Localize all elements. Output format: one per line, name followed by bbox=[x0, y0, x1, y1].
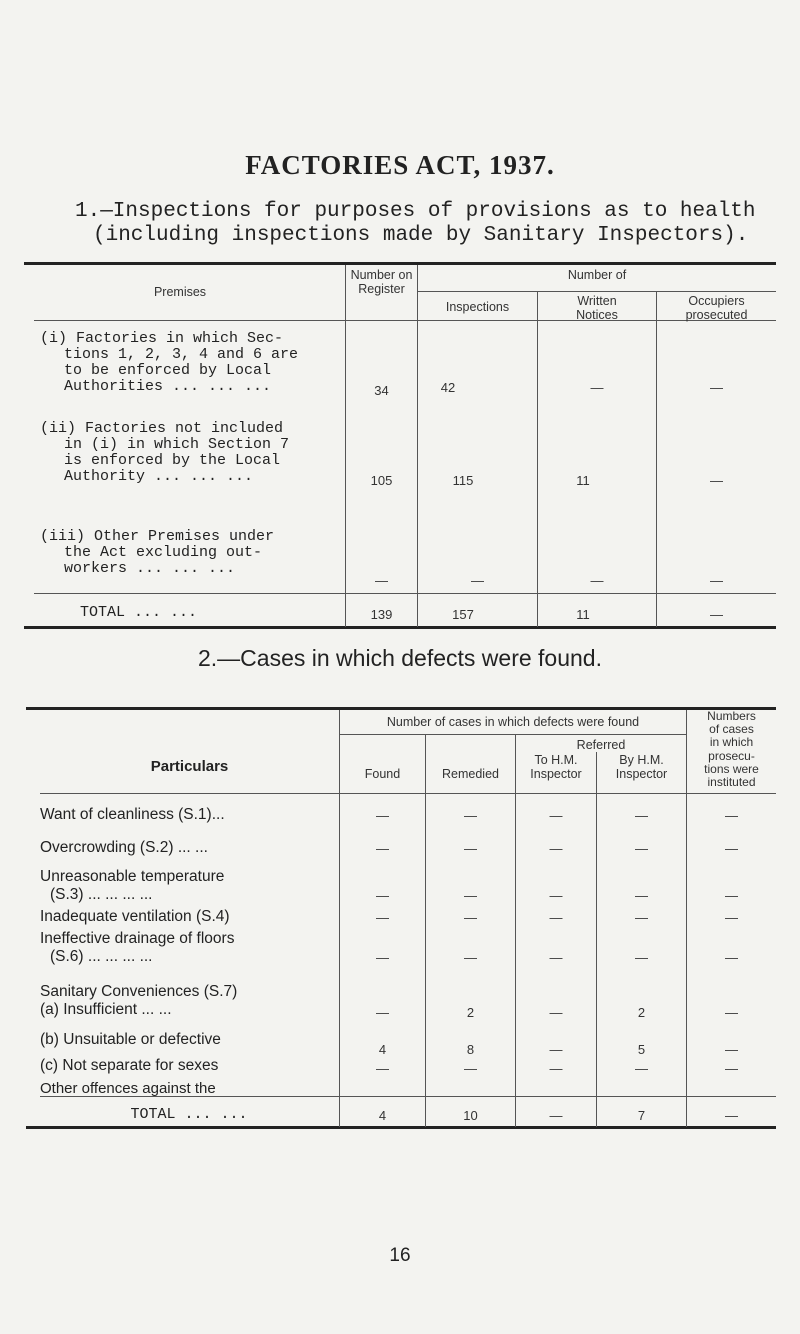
col-inspections: Inspections bbox=[445, 300, 510, 314]
table2-row-label bbox=[40, 1080, 338, 1097]
label-line: Authorities ... ... ... bbox=[64, 378, 272, 395]
prosecutions-cell: — bbox=[725, 910, 738, 925]
found-cell: — bbox=[376, 888, 389, 903]
to-hm-cell: — bbox=[549, 1005, 563, 1020]
table1-bottom-rule bbox=[24, 626, 776, 629]
table1-total-label: TOTAL ... ... bbox=[80, 604, 198, 621]
table1-row3-occupiers: — bbox=[710, 573, 723, 588]
table1-row2-register: 105 bbox=[370, 473, 393, 488]
remedied-cell: 2 bbox=[466, 1005, 475, 1020]
col-number-cases: Number of cases in which defects were found bbox=[386, 715, 640, 729]
col-register bbox=[346, 268, 417, 296]
col-by-hm-inspector bbox=[597, 753, 686, 781]
table2-row-label bbox=[40, 1031, 338, 1049]
label-line: Unreasonable temperature bbox=[40, 868, 225, 885]
by-hm-cell: — bbox=[635, 950, 648, 965]
remedied-cell: — bbox=[464, 910, 477, 925]
label-line: tions 1, 2, 3, 4 and 6 are bbox=[64, 346, 299, 363]
table2-total-prosecutions: — bbox=[725, 1108, 738, 1123]
label-line: (c) Not separate for sexes bbox=[40, 1057, 219, 1074]
label-line: Authority ... ... ... bbox=[64, 468, 254, 485]
found-cell: — bbox=[376, 808, 389, 823]
by-hm-cell: 2 bbox=[637, 1005, 646, 1020]
col-prosec-line: instituted bbox=[707, 775, 756, 790]
label-line: Overcrowding (S.2) ... ... bbox=[40, 839, 208, 856]
remedied-cell: — bbox=[464, 950, 477, 965]
col-referred: Referred bbox=[576, 738, 626, 752]
prosecutions-cell: — bbox=[725, 1042, 738, 1057]
by-hm-cell: — bbox=[635, 910, 648, 925]
to-hm-cell: — bbox=[549, 841, 563, 856]
label-line: Sanitary Conveniences (S.7) bbox=[40, 983, 238, 1000]
label-line: is enforced by the Local bbox=[64, 452, 281, 469]
label-line: Ineffective drainage of floors bbox=[40, 930, 235, 947]
prosecutions-cell: — bbox=[725, 1005, 738, 1020]
label-line: in (i) in which Section 7 bbox=[64, 436, 290, 453]
remedied-cell: — bbox=[464, 1061, 477, 1076]
table1-row3-inspections: — bbox=[471, 573, 484, 588]
prosecutions-cell: — bbox=[725, 1061, 738, 1076]
table1-row1-occupiers: — bbox=[710, 380, 723, 395]
label-line: (b) Unsuitable or defective bbox=[40, 1031, 221, 1048]
table2-top-rule bbox=[26, 707, 776, 710]
table1-row2-occupiers: — bbox=[710, 473, 723, 488]
table2-row-label bbox=[40, 806, 338, 824]
section2-heading: 2.—Cases in which defects were found. bbox=[198, 645, 602, 671]
col-prosec-line: in which bbox=[709, 735, 754, 750]
table1-row1-inspections: 42 bbox=[440, 380, 456, 395]
col-register-line1: Number on bbox=[350, 268, 413, 282]
label-line: workers ... ... ... bbox=[64, 560, 236, 577]
label-line: to be enforced by Local bbox=[64, 362, 272, 379]
by-hm-cell: 5 bbox=[637, 1042, 646, 1057]
label-line: (S.3) ... ... ... ... bbox=[50, 886, 153, 903]
col-prosec-line: of cases bbox=[709, 722, 754, 737]
table1-row3-notices: — bbox=[590, 573, 604, 588]
remedied-cell: — bbox=[464, 841, 477, 856]
table1-row1-register: 34 bbox=[374, 383, 389, 398]
table1-row2-notices: 11 bbox=[576, 473, 590, 488]
table1-top-rule bbox=[24, 262, 776, 265]
found-cell: — bbox=[376, 950, 389, 965]
col-prosecutions bbox=[687, 710, 776, 789]
table1-row1-notices: — bbox=[590, 380, 604, 395]
label-line: (i) Factories in which Sec- bbox=[40, 330, 284, 347]
found-cell: — bbox=[376, 1061, 389, 1076]
to-hm-cell: — bbox=[549, 910, 563, 925]
table2-total-label: TOTAL ... ... bbox=[130, 1106, 248, 1123]
remedied-cell: 8 bbox=[466, 1042, 475, 1057]
by-hm-cell: — bbox=[635, 1061, 648, 1076]
col-written-line1: Written bbox=[577, 294, 617, 308]
table1-row1-label bbox=[40, 331, 340, 395]
col-to-hm-inspector bbox=[516, 753, 596, 781]
by-hm-cell: — bbox=[635, 841, 648, 856]
label-line: Inadequate ventilation (S.4) bbox=[40, 908, 230, 925]
table1-row3-label bbox=[40, 529, 340, 577]
page-title: FACTORIES ACT, 1937. bbox=[245, 150, 555, 180]
to-hm-cell: — bbox=[549, 888, 563, 903]
to-hm-cell: — bbox=[549, 808, 563, 823]
remedied-cell: — bbox=[464, 888, 477, 903]
table1-total-register: 139 bbox=[370, 607, 393, 622]
table2-row-label bbox=[40, 908, 338, 926]
table2-header-rule bbox=[40, 793, 776, 794]
table1-row2-inspections: 115 bbox=[452, 473, 474, 488]
label-line: Want of cleanliness (S.1)... bbox=[40, 806, 225, 823]
label-line: (a) Insufficient ... ... bbox=[40, 1001, 172, 1018]
col-by-hm-line1: By H.M. bbox=[619, 753, 664, 767]
table1-row2-label bbox=[40, 421, 340, 485]
table1-total-inspections: 157 bbox=[452, 607, 474, 622]
to-hm-cell: — bbox=[549, 1061, 563, 1076]
table1-total-notices: 11 bbox=[576, 607, 590, 622]
label-line: (ii) Factories not included bbox=[40, 420, 284, 437]
page-number: 16 bbox=[389, 1245, 411, 1266]
col-prosec-line: Numbers bbox=[707, 709, 756, 723]
col-number-of: Number of bbox=[567, 268, 627, 282]
table2-row-label bbox=[40, 839, 338, 857]
to-hm-cell: — bbox=[549, 1042, 563, 1057]
section1-heading bbox=[75, 200, 775, 248]
section1-heading-line2: (including inspections made by Sanitary Inspectors). bbox=[93, 224, 749, 247]
col-prosec-line: prosecu- bbox=[708, 748, 755, 763]
label-line: the Act excluding out- bbox=[64, 544, 263, 561]
found-cell: — bbox=[376, 910, 389, 925]
col-occupiers-line1: Occupiers bbox=[688, 294, 745, 308]
col-occupiers-prosecuted bbox=[657, 294, 776, 322]
table2-subheader-rule bbox=[340, 734, 686, 735]
col-written-line2: Notices bbox=[576, 308, 618, 322]
col-remedied: Remedied bbox=[442, 767, 499, 781]
found-cell: 4 bbox=[378, 1042, 387, 1057]
table1-total-rule bbox=[34, 593, 776, 594]
prosecutions-cell: — bbox=[725, 808, 738, 823]
table1-row3-register: — bbox=[375, 573, 388, 588]
by-hm-cell: — bbox=[635, 888, 648, 903]
col-found: Found bbox=[364, 767, 401, 781]
col-to-hm-line2: Inspector bbox=[530, 767, 582, 781]
table2-total-to-hm: — bbox=[549, 1108, 563, 1123]
col-occupiers-line2: prosecuted bbox=[685, 308, 748, 322]
label-line: (S.6) ... ... ... ... bbox=[50, 948, 153, 965]
label-line: Other offences against the bbox=[40, 1080, 216, 1097]
by-hm-cell: — bbox=[635, 808, 648, 823]
prosecutions-cell: — bbox=[725, 841, 738, 856]
col-register-line2: Register bbox=[358, 282, 405, 296]
prosecutions-cell: — bbox=[725, 950, 738, 965]
table2-total-by-hm: 7 bbox=[637, 1108, 646, 1123]
table2-row-label bbox=[40, 1057, 338, 1075]
col-prosec-line: tions were bbox=[704, 761, 759, 776]
table2-total-found: 4 bbox=[378, 1108, 387, 1123]
table2-row-label bbox=[40, 930, 338, 966]
table2-row-label bbox=[40, 983, 338, 1019]
table2-total-remedied: 10 bbox=[463, 1108, 478, 1123]
found-cell: — bbox=[376, 1005, 389, 1020]
table1-subheader-rule bbox=[418, 291, 776, 292]
remedied-cell: — bbox=[464, 808, 477, 823]
found-cell: — bbox=[376, 841, 389, 856]
prosecutions-cell: — bbox=[725, 888, 738, 903]
table2-row-label bbox=[40, 868, 338, 904]
col-written-notices bbox=[538, 294, 656, 322]
table1-total-occupiers: — bbox=[710, 607, 723, 622]
col-particulars: Particulars bbox=[150, 758, 229, 775]
section1-heading-line1: 1.—Inspections for purposes of provisions as to health bbox=[75, 200, 756, 223]
col-premises: Premises bbox=[153, 285, 207, 299]
table2-bottom-rule bbox=[26, 1126, 776, 1129]
label-line: (iii) Other Premises under bbox=[40, 528, 275, 545]
to-hm-cell: — bbox=[549, 950, 563, 965]
col-by-hm-line2: Inspector bbox=[615, 767, 668, 781]
col-to-hm-line1: To H.M. bbox=[534, 753, 578, 767]
